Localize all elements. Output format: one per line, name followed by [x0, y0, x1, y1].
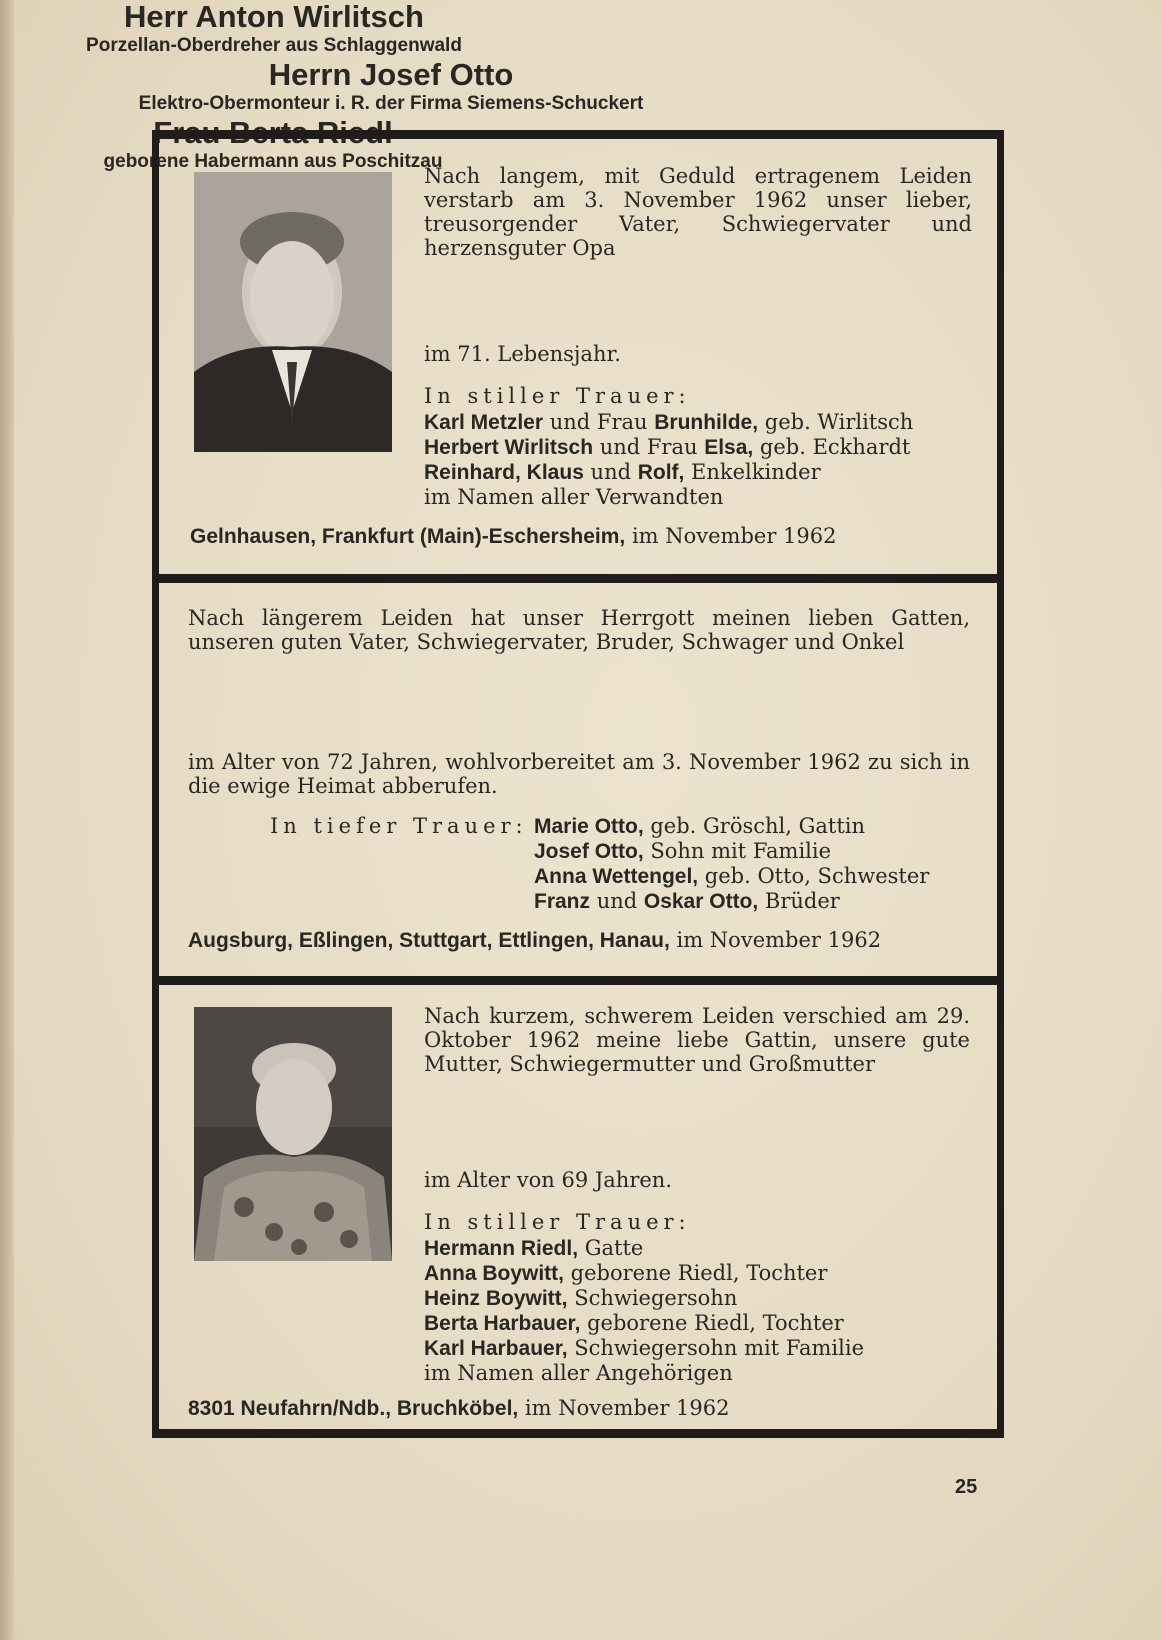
mourner-text: und — [590, 889, 644, 913]
mourning-label: In tiefer Trauer: — [270, 814, 528, 838]
mourner-name: Rolf, — [637, 461, 685, 484]
mourner-text: und — [583, 460, 638, 484]
mourner-line — [534, 889, 974, 914]
black-rule — [152, 574, 1004, 583]
place-date-line — [188, 1396, 729, 1421]
mourner-text: geb. Gröschl, Gattin — [643, 814, 866, 838]
mourner-line — [424, 1261, 984, 1286]
mourner-name: Elsa, — [704, 436, 754, 459]
mourner-line — [424, 1311, 984, 1336]
mourner-name: Franz — [534, 890, 591, 913]
mourner-list — [424, 1236, 984, 1386]
mourning-label: In stiller Trauer: — [424, 1210, 691, 1234]
mourner-line — [424, 1286, 984, 1311]
mourner-name: Karl Harbauer, — [424, 1337, 568, 1360]
deceased-name: Herrn Josef Otto — [268, 57, 514, 92]
date-text: im November 1962 — [669, 928, 882, 952]
deceased-occupation: geborene Habermann aus Poschitzau — [103, 151, 443, 172]
mourner-text: geb. Wirlitsch — [758, 410, 914, 434]
book-spine — [0, 0, 14, 1640]
mourner-text: und Frau — [543, 410, 655, 434]
age-text: im Alter von 72 Jahren, wohlvorbereitet am 3. November 1962 zu sich in die ewige Heimat abberufen. — [188, 750, 970, 798]
mourner-text: geborene Riedl, Tochter — [580, 1311, 844, 1335]
portrait-photo-man — [194, 172, 392, 452]
mourner-name: Anna Boywitt, — [424, 1262, 564, 1285]
mourner-line — [424, 410, 984, 435]
mourner-text: Schwiegersohn mit Familie — [567, 1336, 864, 1360]
intro-text: Nach kurzem, schwerem Leiden verschied am 29. Oktober 1962 meine liebe Gattin, unsere gute Mutter, Schwiegermutter und Großmutter — [424, 1004, 970, 1076]
mourner-text: im Namen aller Verwandten — [424, 485, 724, 509]
mourner-line — [534, 864, 974, 889]
mourner-text: geb. Otto, Schwester — [698, 864, 930, 888]
mourner-line — [534, 839, 974, 864]
mourner-text: im Namen aller Angehörigen — [424, 1361, 733, 1385]
mourner-line — [424, 485, 984, 510]
mourner-list — [534, 814, 974, 914]
mourner-name: Josef Otto, — [534, 840, 644, 863]
black-rule — [152, 976, 1004, 985]
mourner-text: Brüder — [758, 889, 840, 913]
date-text: im November 1962 — [518, 1396, 730, 1420]
deceased-name: Herr Anton Wirlitsch — [124, 0, 424, 34]
mourner-line — [424, 1236, 984, 1261]
date-text: im November 1962 — [625, 524, 837, 548]
place-names: 8301 Neufahrn/Ndb., Bruchköbel, — [188, 1397, 519, 1420]
mourner-name: Marie Otto, — [534, 815, 644, 838]
place-names: Augsburg, Eßlingen, Stuttgart, Ettlingen, Hanau, — [188, 929, 670, 952]
mourner-line — [424, 435, 984, 460]
mourner-text: und Frau — [593, 435, 705, 459]
mourner-name: Berta Harbauer, — [424, 1312, 581, 1335]
intro-text: Nach langem, mit Geduld ertragenem Leiden verstarb am 3. November 1962 unser lieber, treusorgender Vater, Schwiegervater und herzensguter Opa — [424, 164, 972, 260]
portrait-photo-woman — [194, 1007, 392, 1261]
intro-text: Nach längerem Leiden hat unser Herrgott meinen lieben Gatten, unseren guten Vater, Schwiegervater, Bruder, Schwager und Onkel — [188, 606, 970, 654]
mourner-text: Sohn mit Familie — [643, 839, 832, 863]
mourner-name: Reinhard, Klaus — [424, 461, 584, 484]
mourner-list — [424, 410, 984, 510]
mourner-text: Schwiegersohn — [567, 1286, 738, 1310]
deceased-occupation: Elektro-Obermonteur i. R. der Firma Siemens-Schuckert — [138, 93, 644, 114]
age-text: im Alter von 69 Jahren. — [424, 1168, 673, 1192]
mourner-line — [424, 1361, 984, 1386]
mourner-name: Brunhilde, — [654, 411, 759, 434]
mourner-line — [424, 460, 984, 485]
place-date-line — [190, 524, 837, 549]
mourner-text: Enkelkinder — [684, 460, 821, 484]
mourner-text: Gatte — [578, 1236, 644, 1260]
page-number: 25 — [955, 1476, 978, 1498]
place-names: Gelnhausen, Frankfurt (Main)-Eschersheim, — [190, 525, 626, 548]
black-rule — [152, 1429, 1004, 1438]
mourner-name: Heinz Boywitt, — [424, 1287, 568, 1310]
mourner-name: Hermann Riedl, — [424, 1237, 579, 1260]
mourner-text: geb. Eckhardt — [753, 435, 911, 459]
mourner-text: geborene Riedl, Tochter — [564, 1261, 828, 1285]
mourner-name: Anna Wettengel, — [534, 865, 699, 888]
deceased-occupation: Porzellan-Oberdreher aus Schlaggenwald — [86, 35, 462, 56]
mourner-line — [534, 814, 974, 839]
mourner-name: Karl Metzler — [424, 411, 544, 434]
age-text: im 71. Lebensjahr. — [424, 342, 621, 366]
mourner-name: Oskar Otto, — [643, 890, 759, 913]
place-date-line — [188, 928, 881, 953]
mourner-line — [424, 1336, 984, 1361]
mourner-name: Herbert Wirlitsch — [424, 436, 594, 459]
mourning-label: In stiller Trauer: — [424, 384, 691, 408]
